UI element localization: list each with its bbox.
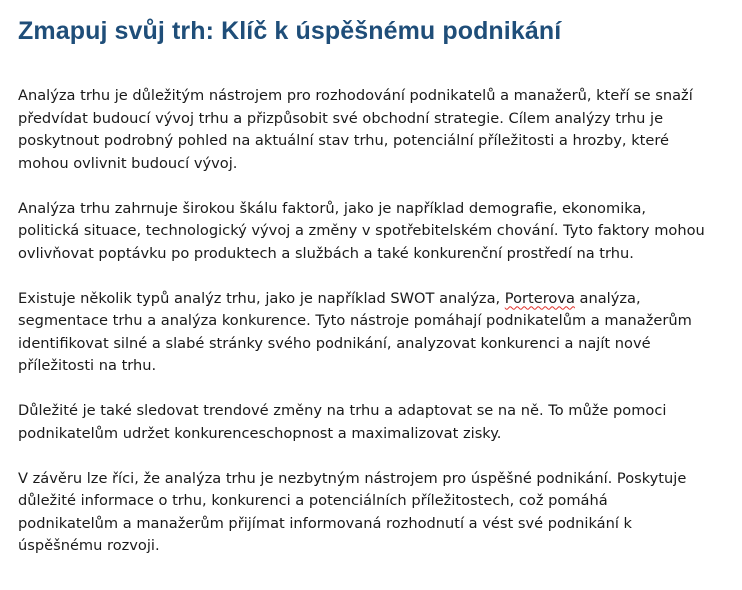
- paragraph-factors: Analýza trhu zahrnuje širokou škálu faktorů, jako je například demografie, ekonomika, politická situace, technologický vývoj a změny v spotřebitelském chování. Tyto faktory mohou ovlivňovat poptávku po produktech a službách a také konkurenční prostředí na trhu.: [18, 199, 705, 262]
- paragraph-trends: Důležité je také sledovat trendové změny na trhu a adaptovat se na ně. To může pomoci podnikatelům udržet konkurenceschopnost a maximalizovat zisky.: [18, 402, 667, 442]
- paragraph-text-before: Existuje několik typů analýz trhu, jako je například SWOT analýza,: [18, 289, 505, 307]
- misspelled-word[interactable]: Porterova: [504, 289, 575, 307]
- paragraph-text-after: analýza, segmentace trhu a analýza konkurence. Tyto nástroje pomáhají podnikatelům a manažerům identifikovat silné a slabé stránky svého podnikání, analyzovat konkurenci a najít nové příležitosti na trhu.: [18, 289, 692, 374]
- paragraph-intro: Analýza trhu je důležitým nástrojem pro rozhodování podnikatelů a manažerů, kteří se snaží předvídat budoucí vývoj trhu a přizpůsobit své obchodní strategie. Cílem analýzy trhu je poskytnout podrobný pohled na aktuální stav trhu, potenciální příležitosti a hrozby, které mohou ovlivnit budoucí vývoj.: [18, 87, 693, 172]
- paragraph-analysis-types: [18, 288, 724, 378]
- document-title: Zmapuj svůj trh: Klíč k úspěšnému podnikání: [18, 17, 562, 45]
- document-body: [18, 85, 724, 558]
- paragraph-conclusion: V závěru lze říci, že analýza trhu je nezbytným nástrojem pro úspěšné podnikání. Poskytuje důležité informace o trhu, konkurenci a potenciálních příležitostech, což pomáhá podnikatelům a manažerům přijímat informovaná rozhodnutí a vést své podnikání k úspěšnému rozvoji.: [18, 469, 687, 554]
- document-page: [18, 14, 724, 558]
